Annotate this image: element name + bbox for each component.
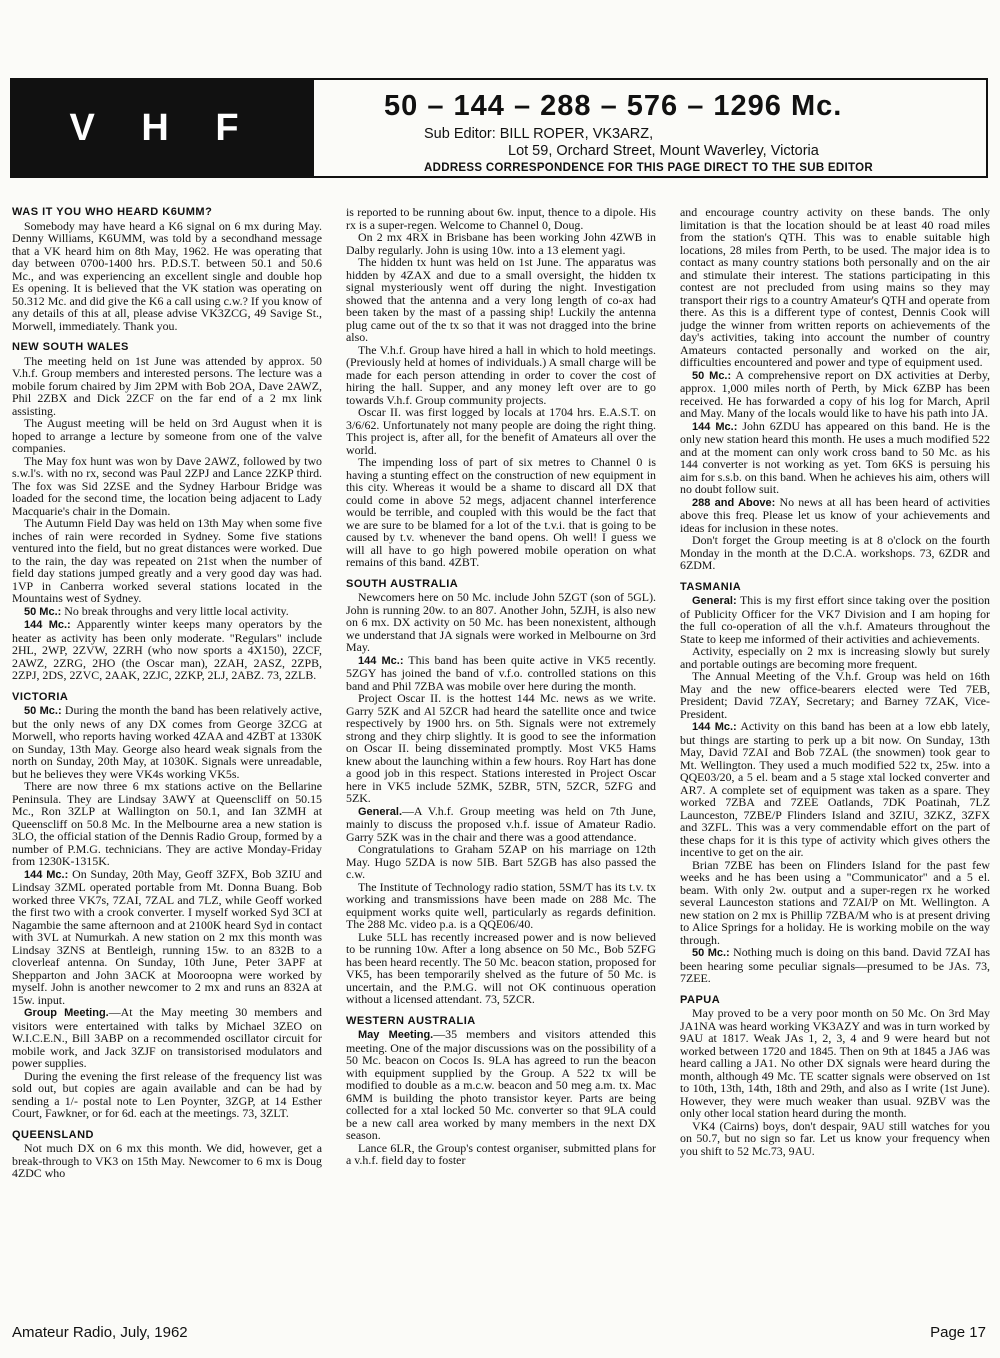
paragraph: The August meeting will be held on 3rd August when it is hoped to arrange a lecture by someone from one of the valve companies. (12, 416, 322, 455)
run-in-label: 50 Mc.: (24, 605, 62, 618)
sub-editor-address: Lot 59, Orchard Street, Mount Waverley, Victoria (508, 143, 819, 159)
paragraph: On 2 mx 4RX in Brisbane has been working John 4ZWB in Dalby regularly. John is using 10w. into a 13 element yagi. (346, 230, 656, 257)
paragraph-text: No break throughs and very little local activity. (61, 603, 289, 618)
paragraph: Luke 5LL has recently increased power and is now believed to be running 10w. After a long absence on 50 Mc., Bob 5ZFG has been heard recently. The 50 Mc. beacon station, proposed for VK5, has been temporarily shelved as the future of 50 Mc. is uncertain, and the P.M.G. will not OK continuous operation without a licensed attendant. 73, 5ZCR. (346, 929, 656, 1006)
paragraph (12, 1006, 322, 1070)
run-in-label: 50 Mc.: (692, 369, 732, 382)
paragraph-text: —35 members and visitors attended this meeting. One of the major discussions was on the possibility of a 50 Mc. beacon on Cocos Is. 9LA has agreed to run the beacon with equipment supplied by the Group. A 522 tx will be modified to double as a m.c.w. beacon and 50 meg a.m. tx. Mac 6MM is building the photo transistor keyer. Parts are being collected for a xtal locked 50 Mc. converter so that 9LA could be a new call area worked by many members in the next DX season. (346, 1027, 656, 1142)
run-in-label: 144 Mc.: (358, 654, 404, 667)
heading-western-australia: WESTERN AUSTRALIA (346, 1014, 476, 1027)
paragraph: The meeting held on 1st June was attended by approx. 50 V.h.f. Group members and interested persons. The lecture was a mobile forum chaired by Jim 2PM with Bob 2OA, Dave 2AWZ, Phil 2ZBX and Dick 2ZCF on the far end of a 2 mx link assisting. (12, 353, 322, 418)
paragraph: Project Oscar II. is the hottest 144 Mc. news as we write. Garry 5ZK and Al 5ZCR had heard the satellite once and twice respectively by 1900 hrs. on 5th. Signals were not extremely strong and they chirp slightly. It is good to see the information on Oscar II. being disseminated promptly. Most VK5 Hams knew about the launching within a few hours. Roy Hart has done a good job in this respect. Stations interested in Project Oscar here in VK5 include 5ZMK, 5ZBR, 5TN, 5ZCR, 5ZFG and 5ZK. (346, 691, 656, 805)
paragraph-text: This band has been quite active in VK5 recently. 5ZGY has joined the band of v.f.o. controlled stations on this band and Phil 7ZBA was mobile over here during the month. (346, 652, 656, 693)
paragraph (12, 605, 322, 619)
paragraph: Don't forget the Group meeting is at 8 o'clock on the fourth Monday in the month at the D.C.A. workshops. 73, 6ZDR and 6ZDM. (680, 533, 990, 572)
paragraph: Somebody may have heard a K6 signal on 6 mx during May. Denny Williams, K6UMM, was told by a secondhand message that a VK heard him on 8th May, 1962. He was operating that day between 0700-1400 hrs. P.D.S.T. between 50.1 and 50.6 Mc., and was experiencing an excellent single and double hop Es opening. It is believed that the VK station was operating on 50.312 Mc. and did give the K6 a call using c.w.? If you know of any details of this at all, please advise VK3ZCG, 49 Savige St., Morwell, immediately. Thank you. (12, 218, 322, 333)
section-title: V H F (12, 80, 314, 176)
column-1 (12, 206, 322, 1301)
paragraph-text: Apparently winter keeps many operators by the heater as activity has been only moderate. "Regulars" include 2HL, 2WP, 2ZVW, 2ZRH (who now sports a 4X150), 2ZCF, 2AWZ, 2ZRG, 2HO (the Oscar man), 2ZAH, 2ASZ, 2ZPB, 2ZPJ, 2DS, 2ZVC, 2AAK, 2ZJC, 2ZKP, 2LJ, 2ABZ. 73, 2ZLB. (12, 617, 322, 682)
run-in-label: May Meeting. (358, 1029, 434, 1041)
heading-south-australia: SOUTH AUSTRALIA (346, 577, 459, 590)
sub-editor-name: Sub Editor: BILL ROPER, VK3ARZ, (424, 126, 654, 142)
correspondence-note: ADDRESS CORRESPONDENCE FOR THIS PAGE DIRECT TO THE SUB EDITOR (424, 162, 873, 174)
paragraph-text: This is my first effort since taking over the position of Publicity Officer for the VK7 Division and I am hoping for the full co-operation of all the v.h.f. Amateurs throughout the State to keep me informed of their activities and achievements. (680, 593, 990, 646)
paragraph: The Annual Meeting of the V.h.f. Group was held on 16th May and the new office-bearers elected were Ted 7EB, President; David 7ZAY, Secretary; and Barney 7ZAK, Vice-President. (680, 669, 990, 721)
paragraph-text: —A V.h.f. Group meeting was held on 7th June, mainly to discuss the proposed v.h.f. issue of Amateur Radio. Garry 5ZK was in the chair and there was a good attendance. (346, 803, 656, 844)
section-header (10, 78, 988, 178)
column-3 (680, 206, 990, 1301)
paragraph (680, 594, 990, 645)
sub-editor-info (424, 126, 819, 160)
paragraph: Brian 7ZBE has been on Flinders Island for the past few weeks and he has been using a "Communicator" and a 5 el. beam. With only 2w. output and a super-regen rx he worked several Launceston stations and 7ZAI/P on Mt. Wellington. A new station on 2 mx is Phillip 7ZBA/M who is at present driving to Alice Springs for a holiday. He is working mobile on the way through. (680, 857, 990, 947)
paragraph: Activity, especially on 2 mx is increasing slowly but surely and portable outings are becoming more frequent. (680, 644, 990, 671)
paragraph: and encourage country activity on these bands. The only limitation is that the location should be at least 40 road miles from the station's QTH. This was to enable suitable high locations, 28 miles from Perth, to be used. The major idea is to contact as many country stations both personally and on the air and stimulate their interest. The stations participating in this contest are not precluded from using mains so they may transport their rigs to a country Amateur's QTH and operate from there. As this is a different type of contest, Dennis Cook will judge the winner from written reports on achievements of the day's activities, taking into account the number of country Amateurs contacted personally and worked on the air, difficulties encountered and power and type of equipment used. (680, 206, 990, 369)
paragraph: Oscar II. was first logged by locals at 1704 hrs. E.A.S.T. on 3/6/62. Unfortunately not many people are doing the right thing. This project is, after all, for the benefit of Amateurs all over the world. (346, 405, 656, 457)
paragraph-text: Nothing much is doing on this band. David 7ZAI has been hearing some peculiar signals—presumed to be JAs. 73, 7ZEE. (680, 945, 990, 985)
paragraph-text: John 6ZDU has appeared on this band. He is the only new station heard this month. He uses a much modified 522 and at the moment can only work cross band to 50 Mc. as his 144 converter is not working as yet. Tom 6KS is persuing his aim for s.s.b. on this band. When he achieves his aim, others will no doubt follow suit. (680, 418, 990, 496)
paragraph: Newcomers here on 50 Mc. include John 5ZGT (son of 5GL). John is running 20w. to an 807. Another John, 5ZJH, is also new on 6 mx. DX activity on 50 Mc. has been nonexistent, although we understand that JA signals were worked in Melbourne on 3rd May. (346, 590, 656, 654)
run-in-label: Group Meeting. (24, 1007, 109, 1019)
paragraph: The May fox hunt was won by Dave 2AWZ, followed by two s.w.l's. with no rx, second was Paul 2ZPJ and Lance 2ZKP third. The fox was Sid 2ZSE and the Sydney Harbour Bridge was loaded for the second time, the location being adjacent to Lady Macquarie's chair in the Domain. (12, 453, 322, 518)
paragraph (12, 704, 322, 780)
run-in-label: 144 Mc.: (24, 619, 71, 631)
run-in-label: 144 Mc.: (692, 420, 738, 433)
paragraph (680, 720, 990, 859)
paragraph (680, 496, 990, 535)
heading-tasmania: TASMANIA (680, 580, 742, 593)
paragraph-text: During the month the band has been relatively active, but the only news of any DX comes from George 3ZCG at Morwell, who reports having worked 4ZAA and 4ZBT at 1330K on Sunday, 13th May. George also heard weak signals from the north on Sunday, 20th May, at 1030K. Signals were unreadable, but he believes they were VK4s working VK5s. (12, 703, 322, 781)
paragraph-text: No news at all has been heard of activities above this freq. Please let us know of your achievements and ideas for inclusion in these notes. (680, 494, 990, 535)
paragraph: May proved to be a very poor month on 50 Mc. On 3rd May JA1NA was heard working VK3AZY and was in turn worked by 9AU at 1817. Weak JAs 1, 2, 3, 4 and 9 were heard but not worked between 1720 and 1845. Then on 9th at 1845 a JA6 was heard calling a JA1. No other DX signals were heard during the month, although 49 Mc. TE scatter signals were observed on 1st to 10th, 13th, 14th, 18th and 29th, and also as I write (1st June). However, they were much weaker than usual. 9ZBV was the only other local station heard during the month. (680, 1006, 990, 1120)
run-in-label: 144 Mc.: (692, 721, 737, 733)
column-2 (346, 206, 656, 1301)
paragraph: The Autumn Field Day was held on 13th May when some five inches of rain were recorded in Sydney. Some five stations ventured into the field, but no great distances were worked. Due to the rain, the day was repeated on 21st when the number of field day stations jumped greatly and a very good day was had. 1VP in Canberra worked several stations located in the Mountains west of Sydney. (12, 516, 322, 605)
run-in-label: General: (692, 595, 737, 607)
paragraph (680, 946, 990, 985)
heading-k6umm: WAS IT YOU WHO HEARD K6UMM? (12, 206, 213, 218)
run-in-label: General. (358, 805, 403, 818)
frequency-bands: 50 – 144 – 288 – 576 – 1296 Mc. (384, 90, 843, 122)
paragraph (680, 369, 990, 420)
heading-papua: PAPUA (680, 993, 721, 1006)
paragraph: The hidden tx hunt was held on 1st June. The apparatus was hidden by 4ZAX and due to a small oversight, the hidden tx signal mysteriously went off during the night. Investigation showed that the antenna and a very long length of co-ax had been taken by the mast of a passing ship! Luckily the antenna plug came out of the tx so that it was not dragged into the brine also. (346, 255, 656, 344)
paragraph (346, 654, 656, 693)
paragraph (346, 1028, 656, 1142)
paragraph: The Institute of Technology radio station, 5SM/T has its t.v. tx working and transmissions have been made on 288 Mc. The equipment works quite well, particularly as regards definition. The 288 Mc. video p.a. is a QQE06/40. (346, 879, 656, 931)
run-in-label: 288 and Above: (692, 496, 776, 509)
page-number: Page 17 (930, 1324, 986, 1341)
run-in-label: 144 Mc.: (24, 868, 69, 881)
paragraph-text: Activity on this band has been at a low ebb lately, but things are starting to perk up a bit now. On Sunday, 13th May, David 7ZAI and Bob 7ZAL (the snowmen) took gear to Mt. Wellington. They used a much modified 522 tx, 25w. into a QQE03/20, a 5 el. beam and a 5 stage xtal locked converter and AR7. A complete set of equipment was taken as a spare. They worked 7ZBA and 7ZEE Oatlands, 7DK Poatinah, 7LZ Launceston, 7ZBE/P Flinders Island and 3ZIU, 3ZKZ, 3ZFX and 3ZFL. This was a very commendable effort on the part of these chaps for it is this type of activity which gives others the incentive to get on the air. (680, 719, 990, 859)
paragraph: There are now three 6 mx stations active on the Bellarine Peninsula. They are Lindsay 3AWY at Queenscliff on 50.15 Mc., Ron 3ZLP at Wallington on 50.1, and Ian 3ZMH at Queenscliff on 50.8 Mc. In the Melbourne area a new station is 3LO, the official station of the Dennis Radio Group, formed by a number of P.M.G. technicians. They are active Monday-Friday from 1230K-1315K. (12, 779, 322, 868)
paragraph (12, 868, 322, 1007)
paragraph: VK4 (Cairns) boys, don't despair, 9AU still watches for you on 50.7, but no sign so far. Let us know your frequency when you shift to 52 Mc.73, 9AU. (680, 1118, 990, 1158)
paragraph: The impending loss of part of six metres to Channel 0 is having a stunting effect on the construction of new equipment in this city. Whereas it would be a shame to discard all DX that could come in above 52 megs, adjacent channel interference would be terrible, and coupled with this would be the fact that we are sure to be blamed for a lot of the t.v.i. that is going to be caused by t.v. whenever the band opens. Oh well! I guess we will all have to go high powered mobile operation on what remains of this band. 4ZBT. (346, 455, 656, 569)
heading-queensland: QUEENSLAND (12, 1128, 95, 1141)
heading-new-south-wales: NEW SOUTH WALES (12, 341, 129, 353)
paragraph: Not much DX on 6 mx this month. We did, however, get a break-through to VK3 on 15th May. Newcomer to 6 mx is Doug 4ZDC who (12, 1141, 322, 1180)
paragraph: During the evening the first release of the frequency list was sold out, but copies are again available and can be had by sending a 1/- postal note to Len Poynter, 3ZGP, at 14 Esther Court, Fawkner, or for 6d. each at the meetings. 73, 3ZLT. (12, 1068, 322, 1120)
paragraph-text: —At the May meeting 30 members and visitors were entertained with talks by Michael 3ZEO on W.I.C.E.N., Bill 3ABP on a recommended oscillator circuit for mobile work, and Jack 3ZJF on transistorised modulators and power supplies. (12, 1005, 322, 1070)
paragraph-text: A comprehensive report on DX activities at Derby, approx. 1,000 miles north of Perth, by Mick 6ZBP has been received. He has forwarded a copy of his log for March, April and May. Many of the locals would like to have his path into JA. (680, 367, 990, 420)
paragraph (12, 618, 322, 682)
paragraph-text: On Sunday, 20th May, Geoff 3ZFX, Bob 3ZIU and Lindsay 3ZML operated portable from Mt. Donna Buang. Bob worked three VK7s, 7ZAI, 7ZAL and 7LZ, while Geoff worked the first two with a crook converter. I myself worked Syd 3CI at Nagambie the same afternoon and at 2100K heard Syd in contact with 3VL at Numurkah. A new station on 2 mx this month was Lindsay 3ZNS at Bentleigh, running 15w. to an 832B to a cloverleaf antenna. On Sunday, 10th June, Peter 3APF at Shepparton and John 3ACK at Mooroopna were worked by myself. John is another newcomer to 2 mx and runs an 832A at 15w. input. (12, 866, 322, 1007)
paragraph (346, 805, 656, 844)
heading-victoria: VICTORIA (12, 690, 69, 703)
publication-footer: Amateur Radio, July, 1962 (12, 1324, 188, 1341)
paragraph: is reported to be running about 6w. input, thence to a dipole. His rx is a super-regen. Welcome to Channel 0, Doug. (346, 206, 656, 232)
paragraph: The V.h.f. Group have hired a hall in which to hold meetings. (Previously held at homes of individuals.) A small charge will be made for each person attending in order to cover the cost of hiring the hall. Supper, and any money left over are to go towards V.h.f. Group community projects. (346, 342, 656, 407)
paragraph: Congratulations to Graham 5ZAP on his marriage on 12th May. Hugo 5ZDA is now 5IB. Bart 5ZGB has also passed the c.w. (346, 842, 656, 881)
run-in-label: 50 Mc.: (24, 705, 62, 717)
run-in-label: 50 Mc.: (692, 947, 730, 959)
paragraph: Lance 6LR, the Group's contest organiser, submitted plans for a v.h.f. field day to foster (346, 1140, 656, 1167)
paragraph (680, 420, 990, 496)
